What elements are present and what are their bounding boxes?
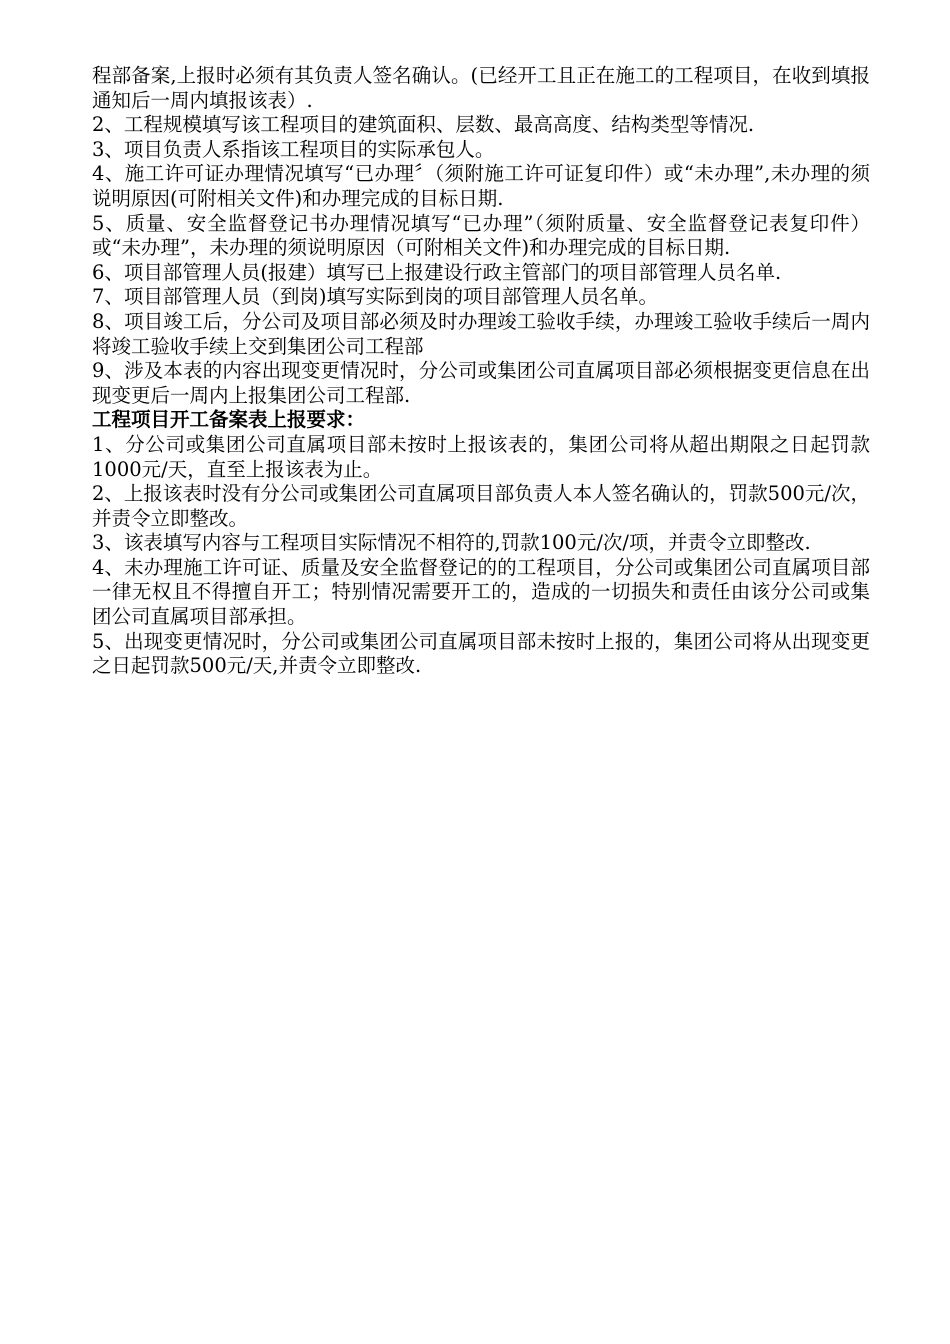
note-item-2: 2、工程规模填写该工程项目的建筑面积、层数、最高高度、结构类型等情况.	[92, 113, 755, 137]
note-item-3: 3、项目负责人系指该工程项目的实际承包人。	[92, 137, 495, 161]
note-item-6: 6、项目部管理人员(报建）填写已上报建设行政主管部门的项目部管理人员名单.	[92, 260, 782, 284]
requirement-item-1: 1、分公司或集团公司直属项目部未按时上报该表的，集团公司将从超出期限之日起罚款1000元/天，直至上报该表为止。	[92, 432, 870, 481]
requirement-item-5: 5、出现变更情况时，分公司或集团公司直属项目部未按时上报的，集团公司将从出现变更之日起罚款500元/天,并责令立即整改.	[92, 629, 870, 678]
note-item-9: 9、涉及本表的内容出现变更情况时，分公司或集团公司直属项目部必须根据变更信息在出现变更后一周内上报集团公司工程部.	[92, 359, 870, 407]
note-item-5: 5、质量、安全监督登记书办理情况填写“已办理”（须附质量、安全监督登记表复印件）或“未办理”，未办理的须说明原因（可附相关文件)和办理完成的目标日期.	[92, 211, 870, 260]
note-item-4: 4、施工许可证办理情况填写“已办理〞（须附施工许可证复印件）或“未办理”,未办理的须说明原因(可附相关文件)和办理完成的目标日期.	[92, 162, 870, 210]
document-body	[92, 64, 870, 679]
requirement-item-3: 3、该表填写内容与工程项目实际情况不相符的,罚款100元/次/项，并责令立即整改.	[92, 531, 811, 555]
requirement-item-4: 4、未办理施工许可证、质量及安全监督登记的的工程项目，分公司或集团公司直属项目部一律无权且不得擅自开工；特别情况需要开工的，造成的一切损失和责任由该分公司或集团公司直属项目部承担。	[92, 555, 870, 629]
requirement-item-2: 2、上报该表时没有分公司或集团公司直属项目部负责人本人签名确认的，罚款500元/次，并责令立即整改。	[92, 482, 870, 530]
note-item-8: 8、项目竣工后，分公司及项目部必须及时办理竣工验收手续，办理竣工验收手续后一周内将竣工验收手续上交到集团公司工程部	[92, 309, 870, 358]
requirements-heading: 工程项目开工备案表上报要求：	[92, 408, 366, 432]
intro-continuation: 程部备案,上报时必须有其负责人签名确认。(已经开工且正在施工的工程项目，在收到填报通知后一周内填报该表）.	[92, 64, 870, 112]
note-item-7: 7、项目部管理人员（到岗)填写实际到岗的项目部管理人员名单。	[92, 285, 659, 309]
